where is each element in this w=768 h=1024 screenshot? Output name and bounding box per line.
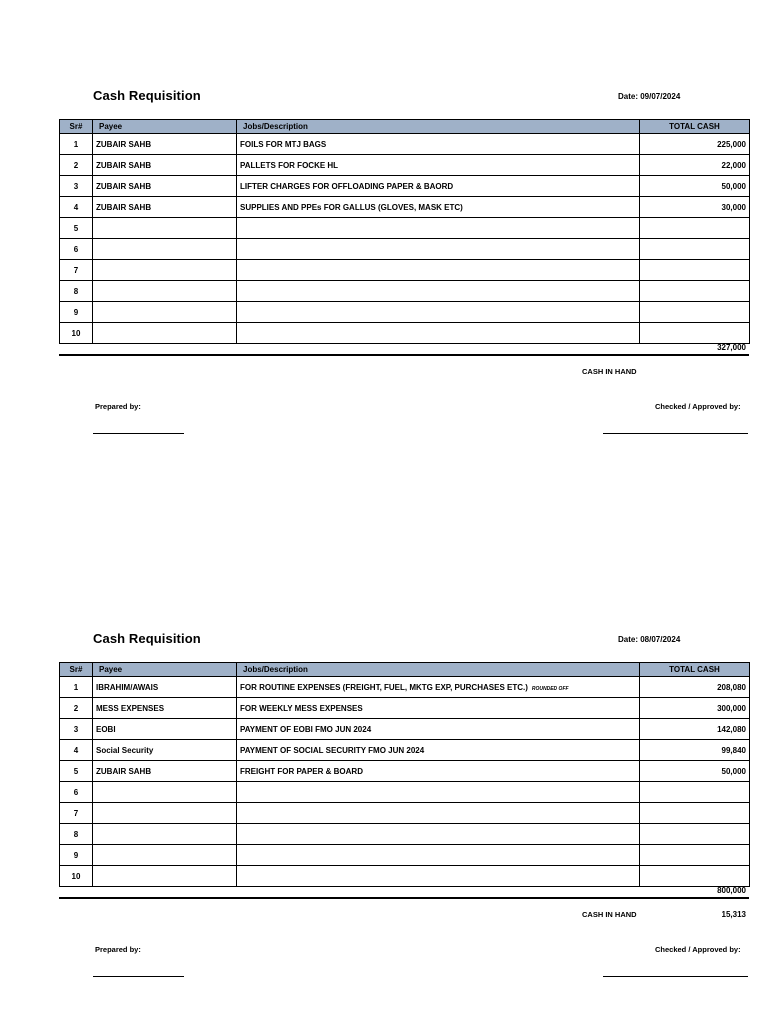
- row-amount: 225,000: [640, 134, 750, 155]
- row-payee: [93, 260, 237, 281]
- row-sr: 10: [60, 323, 93, 344]
- row-description: [237, 677, 640, 698]
- table-row: [60, 176, 750, 197]
- table-row: [60, 740, 750, 761]
- row-description: [237, 782, 640, 803]
- rounded-off-note: ROUNDED OFF: [531, 685, 569, 692]
- row-amount: [640, 218, 750, 239]
- row-amount: [640, 302, 750, 323]
- row-description: LIFTER CHARGES FOR OFFLOADING PAPER & BAORD: [237, 176, 640, 197]
- row-payee: IBRAHIM/AWAIS: [93, 677, 237, 698]
- row-description: [237, 845, 640, 866]
- row-payee: ZUBAIR SAHB: [93, 176, 237, 197]
- table-row: [60, 845, 750, 866]
- row-payee: ZUBAIR SAHB: [93, 134, 237, 155]
- row-description: [237, 323, 640, 344]
- header-sr: Sr#: [60, 120, 93, 134]
- total-underline: [59, 897, 749, 899]
- row-sr: 9: [60, 845, 93, 866]
- approved-signature-line: [603, 976, 748, 977]
- approved-signature-line: [603, 433, 748, 434]
- header-payee: Payee: [93, 120, 237, 134]
- page-title: Cash Requisition: [93, 88, 201, 103]
- header-sr: Sr#: [60, 663, 93, 677]
- checked-approved-label: Checked / Approved by:: [655, 945, 741, 954]
- row-payee: [93, 218, 237, 239]
- row-payee: ZUBAIR SAHB: [93, 761, 237, 782]
- total-underline: [59, 354, 749, 356]
- row-description: [237, 803, 640, 824]
- row-sr: 6: [60, 782, 93, 803]
- row-description: PAYMENT OF EOBI FMO JUN 2024: [237, 719, 640, 740]
- row-amount: [640, 281, 750, 302]
- row-description: [237, 218, 640, 239]
- row-amount: [640, 845, 750, 866]
- row-payee: ZUBAIR SAHB: [93, 197, 237, 218]
- row-amount: 30,000: [640, 197, 750, 218]
- row-payee: [93, 281, 237, 302]
- cash-requisition-2: [0, 543, 768, 1023]
- row-amount: [640, 323, 750, 344]
- checked-approved-label: Checked / Approved by:: [655, 402, 741, 411]
- cash-in-hand-label: CASH IN HAND: [582, 910, 637, 919]
- grand-total: 327,000: [717, 343, 746, 352]
- row-payee: [93, 302, 237, 323]
- table-row: [60, 260, 750, 281]
- table-body: [60, 134, 750, 344]
- row-description: [237, 866, 640, 887]
- row-sr: 7: [60, 260, 93, 281]
- table-row: [60, 782, 750, 803]
- page-title: Cash Requisition: [93, 631, 201, 646]
- row-payee: [93, 824, 237, 845]
- row-description: FREIGHT FOR PAPER & BOARD: [237, 761, 640, 782]
- row-sr: 8: [60, 281, 93, 302]
- row-description: FOILS FOR MTJ BAGS: [237, 134, 640, 155]
- row-description: [237, 281, 640, 302]
- row-sr: 4: [60, 197, 93, 218]
- row-payee: MESS EXPENSES: [93, 698, 237, 719]
- row-description: PALLETS FOR FOCKE HL: [237, 155, 640, 176]
- row-description: SUPPLIES AND PPEs FOR GALLUS (GLOVES, MASK ETC): [237, 197, 640, 218]
- row-sr: 5: [60, 761, 93, 782]
- table-row: [60, 302, 750, 323]
- header-description: Jobs/Description: [237, 120, 640, 134]
- table-row: [60, 803, 750, 824]
- header-payee: Payee: [93, 663, 237, 677]
- cash-in-hand-value: 15,313: [721, 910, 746, 919]
- row-payee: ZUBAIR SAHB: [93, 155, 237, 176]
- table-row: [60, 197, 750, 218]
- row-payee: Social Security: [93, 740, 237, 761]
- prepared-signature-line: [93, 976, 184, 977]
- prepared-by-label: Prepared by:: [95, 402, 141, 411]
- row-sr: 3: [60, 719, 93, 740]
- row-description: PAYMENT OF SOCIAL SECURITY FMO JUN 2024: [237, 740, 640, 761]
- row-sr: 7: [60, 803, 93, 824]
- row-sr: 10: [60, 866, 93, 887]
- row-amount: [640, 782, 750, 803]
- cash-in-hand-label: CASH IN HAND: [582, 367, 637, 376]
- row-description-text: FOR ROUTINE EXPENSES (FREIGHT, FUEL, MKTG EXP, PURCHASES ETC.): [240, 682, 528, 692]
- row-payee: [93, 803, 237, 824]
- row-sr: 2: [60, 155, 93, 176]
- table-row: [60, 698, 750, 719]
- row-amount: 208,080: [640, 677, 750, 698]
- row-amount: 50,000: [640, 761, 750, 782]
- row-description: [237, 260, 640, 281]
- row-amount: 300,000: [640, 698, 750, 719]
- row-amount: [640, 239, 750, 260]
- table-row: [60, 824, 750, 845]
- table-row: [60, 134, 750, 155]
- header-description: Jobs/Description: [237, 663, 640, 677]
- row-description: [237, 302, 640, 323]
- row-sr: 2: [60, 698, 93, 719]
- table-row: [60, 281, 750, 302]
- table-row: [60, 677, 750, 698]
- requisition-table: [59, 662, 750, 887]
- row-sr: 3: [60, 176, 93, 197]
- row-description: [237, 239, 640, 260]
- requisition-table: [59, 119, 750, 344]
- row-amount: 99,840: [640, 740, 750, 761]
- table-row: [60, 323, 750, 344]
- row-sr: 8: [60, 824, 93, 845]
- row-payee: [93, 239, 237, 260]
- table-row: [60, 761, 750, 782]
- requisition-date: Date: 09/07/2024: [618, 92, 681, 101]
- row-payee: [93, 866, 237, 887]
- table-header-row: [60, 663, 750, 677]
- row-sr: 1: [60, 677, 93, 698]
- header-total-cash: TOTAL CASH: [640, 663, 750, 677]
- row-payee: EOBI: [93, 719, 237, 740]
- table-row: [60, 866, 750, 887]
- row-amount: [640, 866, 750, 887]
- requisition-date: Date: 08/07/2024: [618, 635, 681, 644]
- table-header-row: [60, 120, 750, 134]
- row-amount: [640, 803, 750, 824]
- prepared-by-label: Prepared by:: [95, 945, 141, 954]
- row-sr: 4: [60, 740, 93, 761]
- prepared-signature-line: [93, 433, 184, 434]
- row-amount: 50,000: [640, 176, 750, 197]
- row-description: [237, 824, 640, 845]
- row-amount: [640, 260, 750, 281]
- row-amount: [640, 824, 750, 845]
- table-row: [60, 719, 750, 740]
- row-payee: [93, 845, 237, 866]
- row-sr: 6: [60, 239, 93, 260]
- header-total-cash: TOTAL CASH: [640, 120, 750, 134]
- table-row: [60, 218, 750, 239]
- row-amount: 22,000: [640, 155, 750, 176]
- row-description: FOR WEEKLY MESS EXPENSES: [237, 698, 640, 719]
- table-row: [60, 239, 750, 260]
- grand-total: 800,000: [717, 886, 746, 895]
- row-sr: 1: [60, 134, 93, 155]
- row-amount: 142,080: [640, 719, 750, 740]
- row-sr: 5: [60, 218, 93, 239]
- cash-requisition-1: [0, 0, 768, 480]
- row-payee: [93, 323, 237, 344]
- row-sr: 9: [60, 302, 93, 323]
- table-row: [60, 155, 750, 176]
- table-body: [60, 677, 750, 887]
- row-payee: [93, 782, 237, 803]
